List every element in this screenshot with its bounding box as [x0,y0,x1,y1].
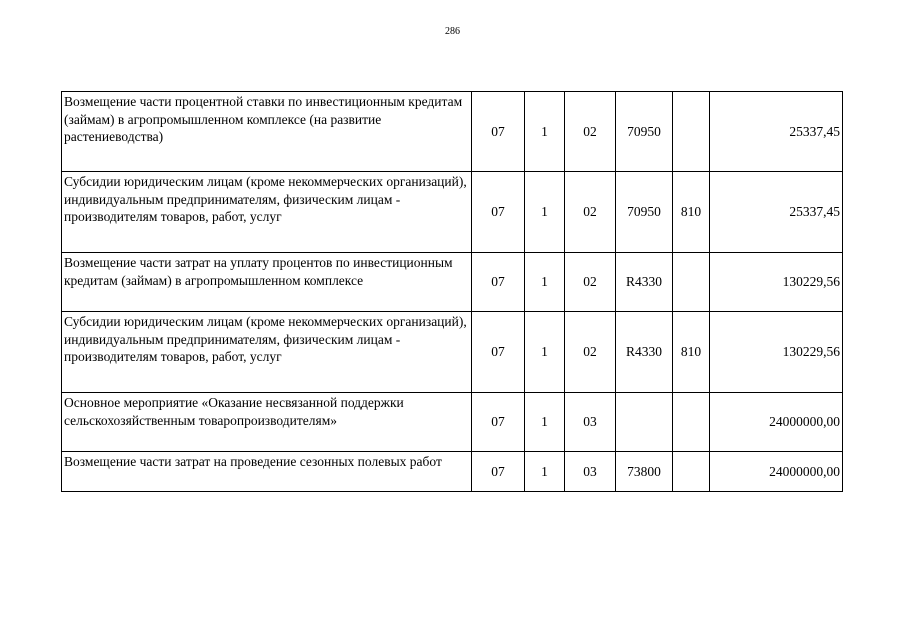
row-direction: R4330 [616,253,673,312]
row-name: Возмещение части затрат на уплату процентов по инвестиционным кредитам (займам) в агропромышленном комплексе [62,253,472,312]
row-section: 07 [472,312,525,393]
row-name: Субсидии юридическим лицам (кроме некоммерческих организаций), индивидуальным предпринимателям, физическим лицам - производителям товаров, работ, услуг [62,312,472,393]
table-row [62,393,843,452]
row-program: 1 [525,172,565,253]
row-section: 07 [472,92,525,172]
row-subprogram: 03 [565,452,616,492]
row-direction: 70950 [616,92,673,172]
row-subprogram: 03 [565,393,616,452]
row-section: 07 [472,393,525,452]
row-type [673,452,710,492]
row-subprogram: 02 [565,172,616,253]
row-type [673,253,710,312]
row-type: 810 [673,172,710,253]
row-subprogram: 02 [565,253,616,312]
table-row [62,312,843,393]
row-direction: 73800 [616,452,673,492]
row-program: 1 [525,253,565,312]
row-section: 07 [472,452,525,492]
row-type [673,393,710,452]
row-name: Возмещение части процентной ставки по инвестиционным кредитам (займам) в агропромышленном комплексе (на развитие растениеводства) [62,92,472,172]
table-row [62,452,843,492]
row-subprogram: 02 [565,92,616,172]
row-amount: 130229,56 [710,253,843,312]
row-name: Возмещение части затрат на проведение сезонных полевых работ [62,452,472,492]
table-row [62,172,843,253]
page-number: 286 [445,26,460,37]
table-row [62,253,843,312]
row-direction [616,393,673,452]
row-section: 07 [472,172,525,253]
row-name: Субсидии юридическим лицам (кроме некоммерческих организаций), индивидуальным предпринимателям, физическим лицам - производителям товаров, работ, услуг [62,172,472,253]
row-amount: 25337,45 [710,172,843,253]
row-subprogram: 02 [565,312,616,393]
row-program: 1 [525,452,565,492]
row-amount: 24000000,00 [710,452,843,492]
row-program: 1 [525,312,565,393]
row-program: 1 [525,92,565,172]
row-name: Основное мероприятие «Оказание несвязанной поддержки сельскохозяйственным товаропроизводителям» [62,393,472,452]
row-amount: 25337,45 [710,92,843,172]
row-direction: 70950 [616,172,673,253]
row-amount: 130229,56 [710,312,843,393]
row-type: 810 [673,312,710,393]
row-program: 1 [525,393,565,452]
budget-table [61,91,843,492]
row-amount: 24000000,00 [710,393,843,452]
row-type [673,92,710,172]
row-direction: R4330 [616,312,673,393]
table-row [62,92,843,172]
row-section: 07 [472,253,525,312]
